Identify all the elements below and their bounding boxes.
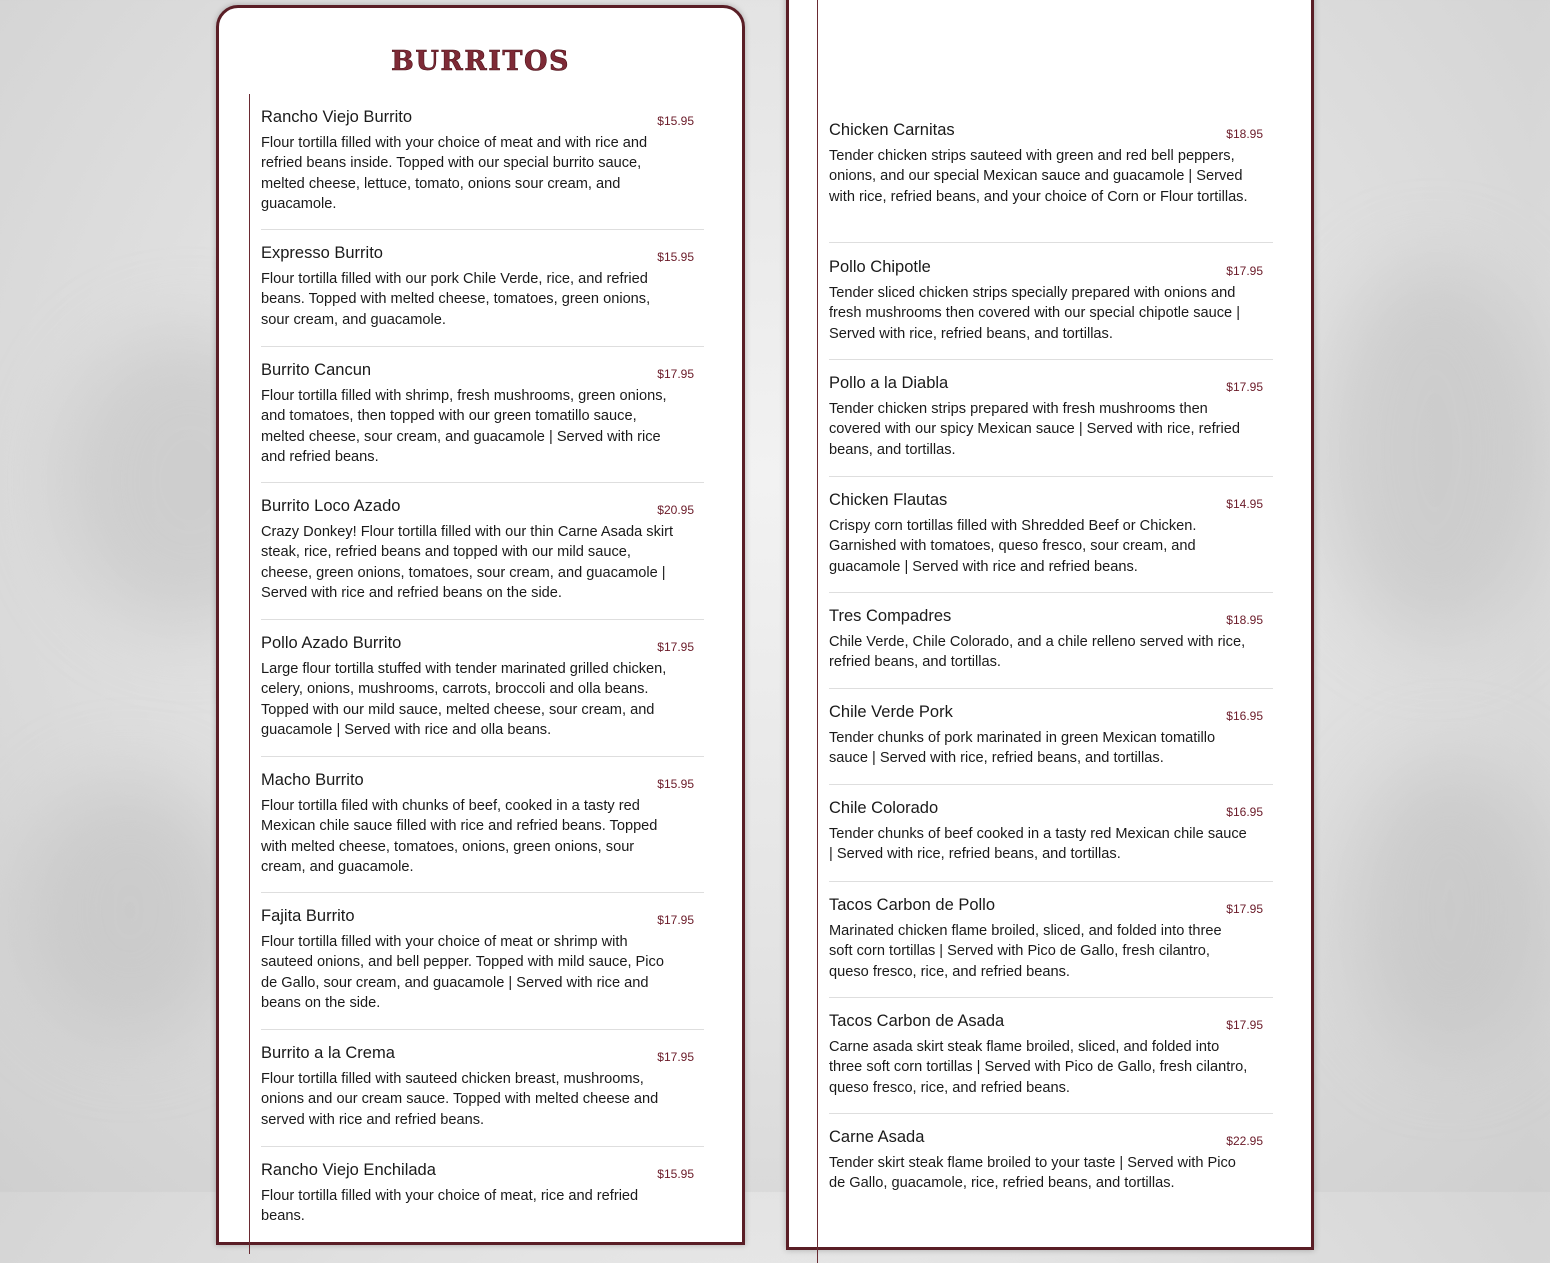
menu-item-name: Chicken Carnitas — [829, 121, 955, 139]
menu-item — [261, 1161, 704, 1261]
menu-item-name: Burrito a la Crema — [261, 1044, 395, 1062]
entrees-menu-list — [817, 0, 1273, 1263]
menu-item-price: $16.95 — [1226, 709, 1263, 723]
menu-item — [261, 1044, 704, 1147]
menu-item-name: Tacos Carbon de Asada — [829, 1012, 1005, 1030]
menu-item-description: Flour tortilla filled with our pork Chile Verde, rice, and refried beans. Topped with melted cheese, tomatoes, green onions, sour cream, and guacamole. — [261, 271, 651, 328]
menu-item-description: Crazy Donkey! Flour tortilla filled with our thin Carne Asada skirt steak, rice, refried beans and topped with our mild sauce, cheese, green onions, tomatoes, sour cream, and guacamole | Served with rice and refried beans on the side. — [261, 524, 674, 601]
menu-item-description: Flour tortilla filed with chunks of beef, cooked in a tasty red Mexican chile sauce filled with rice and refried beans. Topped with melted cheese, tomatoes, onions, green onions, sour cream, and guacamole. — [261, 798, 658, 875]
menu-item-description: Tender sliced chicken strips specially prepared with onions and fresh mushrooms then covered with our special chipotle sauce | Served with rice, refried beans, and tortillas. — [829, 285, 1240, 342]
menu-item-price: $18.95 — [1226, 613, 1263, 627]
menu-item-price: $17.95 — [657, 913, 694, 927]
menu-item — [829, 258, 1273, 360]
menu-item-price: $15.95 — [657, 1167, 694, 1181]
menu-item-name: Burrito Loco Azado — [261, 497, 401, 515]
menu-item-price: $17.95 — [1226, 1018, 1263, 1032]
burritos-menu-panel — [216, 5, 745, 1245]
entrees-menu-panel — [786, 0, 1314, 1250]
menu-item-price: $18.95 — [1226, 127, 1263, 141]
menu-item-name: Pollo Azado Burrito — [261, 634, 402, 652]
menu-item-description: Tender chunks of pork marinated in green Mexican tomatillo sauce | Served with rice, refried beans, and tortillas. — [829, 730, 1216, 767]
menu-item-description: Carne asada skirt steak flame broiled, sliced, and folded into three soft corn tortillas | Served with Pico de Gallo, fresh cilantro, queso fresco, rice, and refried beans. — [829, 1039, 1248, 1096]
menu-item-name: Macho Burrito — [261, 771, 364, 789]
menu-item-name: Expresso Burrito — [261, 244, 383, 262]
menu-item-price: $16.95 — [1226, 805, 1263, 819]
menu-item-name: Fajita Burrito — [261, 907, 355, 925]
menu-item-price: $17.95 — [657, 1050, 694, 1064]
menu-item — [829, 1128, 1273, 1228]
menu-item-price: $17.95 — [1226, 264, 1263, 278]
menu-item-description: Chile Verde, Chile Colorado, and a chile relleno served with rice, refried beans, and tortillas. — [829, 634, 1246, 671]
menu-item-price: $15.95 — [657, 777, 694, 791]
menu-item — [261, 907, 704, 1030]
menu-item — [829, 374, 1273, 477]
menu-item-name: Chile Verde Pork — [829, 703, 953, 721]
menu-item-description: Tender chunks of beef cooked in a tasty red Mexican chile sauce | Served with rice, refried beans, and tortillas. — [829, 826, 1247, 863]
menu-item — [829, 1012, 1273, 1114]
background-blur — [1350, 760, 1550, 1060]
menu-item-description: Flour tortilla filled with your choice of meat, rice and refried beans. — [261, 1188, 639, 1225]
menu-item — [829, 121, 1273, 243]
menu-item-name: Carne Asada — [829, 1128, 925, 1146]
menu-item-name: Burrito Cancun — [261, 361, 372, 379]
menu-item-description: Flour tortilla filled with shrimp, fresh mushrooms, green onions, and tomatoes, then topped with our green tomatillo sauce, melted cheese, sour cream, and guacamole | Served with rice and refried beans. — [261, 388, 667, 465]
menu-item — [261, 108, 704, 230]
background-blur — [20, 780, 240, 1040]
menu-item-name: Chile Colorado — [829, 799, 939, 817]
menu-item-description: Tender chicken strips sauteed with green and red bell peppers, onions, and our special Mexican sauce and guacamole | Served with rice, refried beans, and your choice of Corn or Flour tortillas. — [829, 148, 1248, 205]
menu-item-name: Rancho Viejo Enchilada — [261, 1161, 436, 1179]
menu-item-name: Tres Compadres — [829, 607, 952, 625]
burritos-menu-list — [249, 94, 704, 1254]
menu-item — [829, 896, 1273, 998]
menu-item — [261, 634, 704, 757]
menu-item-price: $20.95 — [657, 503, 694, 517]
menu-item-description: Flour tortilla filled with your choice of meat or shrimp with sauteed onions, and bell pepper. Topped with mild sauce, Pico de Gallo, sour cream, and guacamole | Served with rice and beans on the side. — [261, 934, 664, 1011]
menu-item-price: $15.95 — [657, 114, 694, 128]
menu-item — [261, 771, 704, 893]
menu-item — [829, 703, 1273, 785]
menu-item-description: Flour tortilla filled with sauteed chicken breast, mushrooms, onions and our cream sauce. Topped with melted cheese and served with rice and refried beans. — [261, 1071, 659, 1128]
menu-item-price: $22.95 — [1226, 1134, 1263, 1148]
menu-item-price: $17.95 — [1226, 380, 1263, 394]
menu-item-price: $14.95 — [1226, 497, 1263, 511]
menu-item-name: Tacos Carbon de Pollo — [829, 896, 996, 914]
menu-item — [261, 361, 704, 483]
menu-item-description: Tender chicken strips prepared with fresh mushrooms then covered with our spicy Mexican sauce | Served with rice, refried beans, and tortillas. — [829, 401, 1240, 458]
menu-item — [829, 799, 1273, 882]
menu-item-description: Flour tortilla filled with your choice of meat and with rice and refried beans inside. Topped with our special burrito sauce, melted cheese, lettuce, tomato, onions sour cream, and guacamole. — [261, 135, 648, 212]
menu-item-name: Pollo a la Diabla — [829, 374, 949, 392]
menu-item — [829, 607, 1273, 689]
menu-item-description: Marinated chicken flame broiled, sliced, and folded into three soft corn tortillas | Served with Pico de Gallo, fresh cilantro, queso fresco, rice, and refried beans. — [829, 923, 1222, 980]
menu-item-description: Tender skirt steak flame broiled to your taste | Served with Pico de Gallo, guacamole, rice, refried beans, and tortillas. — [829, 1155, 1236, 1192]
menu-item-price: $15.95 — [657, 250, 694, 264]
menu-item-name: Chicken Flautas — [829, 491, 948, 509]
menu-item-name: Rancho Viejo Burrito — [261, 108, 413, 126]
menu-item-price: $17.95 — [657, 640, 694, 654]
menu-item-price: $17.95 — [657, 367, 694, 381]
menu-item — [829, 491, 1273, 593]
menu-item-description: Large flour tortilla stuffed with tender marinated grilled chicken, celery, onions, mushrooms, carrots, broccoli and olla beans. Topped with our mild sauce, melted cheese, sour cream, and guacamole | Served with rice and olla beans. — [261, 661, 667, 738]
background-blur — [1320, 260, 1550, 640]
menu-item-name: Pollo Chipotle — [829, 258, 931, 276]
menu-item — [261, 497, 704, 620]
section-title: BURRITOS — [391, 46, 570, 77]
menu-item — [261, 244, 704, 347]
menu-item-price: $17.95 — [1226, 902, 1263, 916]
menu-item-description: Crispy corn tortillas filled with Shredded Beef or Chicken. Garnished with tomatoes, queso fresco, sour cream, and guacamole | Served with rice and refried beans. — [829, 518, 1197, 575]
